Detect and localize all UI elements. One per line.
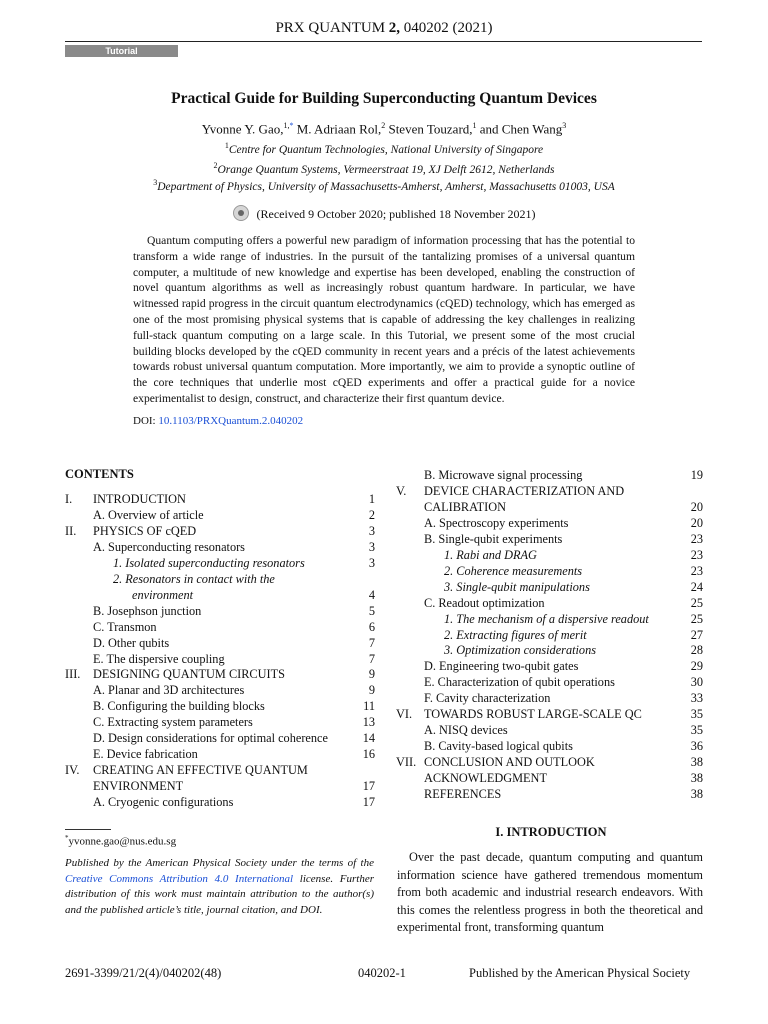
license-note: Published by the American Physical Society under the terms of the Creative Commons Attribution 4.0 International license. Further distribution of this work must maintain attribution to the author(s) and the published article’s title, journal citation, and DOI. [65,857,374,916]
toc-page-number: 30 [690,675,703,690]
author-affil-mark: 1,* [283,121,294,130]
toc-page-number: 13 [362,715,375,730]
check-for-updates-icon[interactable] [233,205,249,221]
toc-section-number: V. [396,483,407,498]
journal-volume: 2, [388,20,401,36]
toc-entry-label: C. Transmon [93,619,157,634]
doi-line [133,415,303,427]
toc-entry[interactable] [396,707,703,723]
toc-page-number: 20 [690,515,703,530]
toc-entry[interactable] [396,484,703,500]
toc-entry-label: E. Characterization of qubit operations [424,675,615,690]
section-tag: Tutorial [65,45,178,57]
corresponding-author-link[interactable]: * [289,121,294,130]
toc-entry[interactable] [65,540,375,556]
toc-entry-label: B. Josephson junction [93,603,202,618]
toc-entry[interactable] [396,723,703,739]
toc-page-number: 17 [362,795,375,810]
toc-entry-label: ACKNOWLEDGMENT [424,771,547,786]
toc-entry[interactable] [396,596,703,612]
toc-page-number: 28 [690,643,703,658]
doi-link[interactable]: 10.1103/PRXQuantum.2.040202 [158,415,304,427]
toc-entry-label: A. Cryogenic configurations [93,795,234,810]
footnote-rule [65,829,111,830]
toc-entry-label: CALIBRATION [424,499,506,514]
toc-page-number: 9 [368,667,375,682]
toc-entry[interactable] [396,659,703,675]
journal-name: PRX QUANTUM [275,20,386,36]
affiliation: $^1$Centre for Quantum Technologies, National University of Singapore [224,141,544,156]
toc-entry-label: C. Extracting system parameters [93,715,253,730]
toc-entry[interactable] [65,699,375,715]
toc-entry-label: REFERENCES [424,787,502,801]
toc-section-number: IV. [65,763,80,778]
toc-section-number: III. [65,667,81,682]
toc-entry-label: E. The dispersive coupling [93,651,225,666]
toc-page-number: 17 [362,779,375,794]
toc-entry[interactable] [396,548,703,564]
toc-entry-label: 3. Single-qubit manipulations [444,579,590,594]
author-name: and Chen Wang [479,121,563,137]
toc-entry-label: 1. The mechanism of a dispersive readout [444,611,649,626]
toc-entry-label: D. Engineering two-qubit gates [424,659,579,674]
toc-entry-label: DESIGNING QUANTUM CIRCUITS [93,667,285,682]
toc-entry[interactable] [396,739,703,755]
affiliation: $^2$Orange Quantum Systems, Vermeerstraat 19, XJ Delft 2612, Netherlands [213,161,555,176]
toc-page-number: 29 [690,659,703,674]
toc-page-number: 23 [690,547,703,562]
journal-article-info: 040202 (2021) [403,20,493,36]
corresponding-footnote: *yvonne.gao@nus.edu.sg [65,834,177,848]
affiliation: $^3$Department of Physics, University of Massachusetts-Amherst, Amherst, Massachusetts 01003, USA [153,178,615,193]
toc-page-number: 16 [362,747,375,762]
footer-publisher: Published by the American Physical Society [469,966,691,980]
toc-entry[interactable] [65,747,375,763]
toc-page-number: 4 [368,587,375,602]
license-link[interactable]: Creative Commons Attribution 4.0 International [65,872,294,885]
toc-entry[interactable] [65,492,375,508]
toc-entry[interactable] [65,795,375,811]
toc-page-number: 20 [690,499,703,514]
toc-entry[interactable] [65,508,375,524]
toc-entry[interactable] [65,779,375,795]
toc-page-number: 7 [368,651,375,666]
toc-page-number: 6 [368,619,375,634]
toc-section-number: II. [65,523,77,538]
article-title: Practical Guide for Building Superconducting Quantum Devices [171,90,597,107]
toc-entry[interactable] [396,564,703,580]
toc-entry[interactable] [396,468,703,484]
toc-entry[interactable] [65,572,375,588]
toc-page-number: 38 [690,755,703,770]
toc-entry[interactable] [396,516,703,532]
author-affil-mark: 2 [381,121,386,130]
toc-entry[interactable] [65,731,375,747]
toc-page-number: 19 [690,468,703,482]
toc-page-number: 3 [368,523,375,538]
toc-entry-label: 1. Rabi and DRAG [444,547,537,562]
toc-entry[interactable] [396,787,703,803]
toc-entry[interactable] [396,643,703,659]
toc-entry-label: 2. Extracting figures of merit [444,627,587,642]
toc-page-number: 11 [363,699,375,714]
toc-entry[interactable] [396,532,703,548]
footer-issn: 2691-3399/21/2(4)/040202(48) [65,966,222,980]
toc-entry-label: TOWARDS ROBUST LARGE-SCALE QC [424,707,642,722]
abstract: Quantum computing offers a powerful new paradigm of information processing that has the potential to transform a wide range of industries. In the pursuit of the tantalizing promises of a universal quantum computer, a multitude of new knowledge and expertise has been developed, enabling the construction of novel quantum algorithms as well as increasingly robust quantum hardware. In particular, we have witnessed rapid progress in the circuit quantum electrodynamics (cQED) technology, which has emerged as one of the most promising physical systems that is capable of addressing the key challenges in realizing full-stack quantum computing on a large scale. In this Tutorial, we present some of the most crucial building blocks developed by the cQED community in recent years and a précis of the latest achievements towards robust universal quantum computation. More importantly, we aim to provide a synoptic outline of the core techniques that underlie most cQED experiments and offer a practical guide for a novice experimentalist to design, construct, and characterize their first quantum device. [133,234,635,405]
toc-entry-label: A. NISQ devices [424,723,508,738]
toc-entry[interactable] [396,628,703,644]
toc-entry-label: 3. Optimization considerations [444,643,597,658]
toc-entry-label: B. Microwave signal processing [424,468,583,482]
toc-entry[interactable] [65,667,375,683]
toc-entry[interactable] [396,771,703,787]
introduction-text: Over the past decade, quantum computing and quantum information science have gathered tremendous momentum from both academic and industrial research endeavors. With this comes the relentless progress in both the theoretical and experimental front, transforming quantum [397,850,703,934]
toc-entry-label: C. Readout optimization [424,595,545,610]
toc-page-number: 5 [368,603,375,618]
toc-entry-label: PHYSICS OF cQED [93,523,197,538]
toc-page-number: 33 [690,691,703,706]
toc-page-number: 23 [690,563,703,578]
toc-page-number: 14 [362,731,375,746]
toc-page-number: 1 [368,492,375,506]
toc-entry[interactable] [65,556,375,572]
toc-entry[interactable] [396,755,703,771]
toc-page-number: 9 [368,683,375,698]
toc-page-number: 36 [690,739,703,754]
toc-entry-label: A. Superconducting resonators [93,539,245,554]
toc-entry-label: CONCLUSION AND OUTLOOK [424,755,595,770]
toc-entry[interactable] [396,691,703,707]
toc-page-number: 38 [690,787,703,801]
toc-entry-label: CREATING AN EFFECTIVE QUANTUM [93,763,308,778]
toc-entry[interactable] [65,524,375,540]
toc-entry[interactable] [396,580,703,596]
toc-entry-label: A. Planar and 3D architectures [93,683,245,698]
toc-section-number: VII. [396,755,417,770]
toc-entry-label: D. Design considerations for optimal coherence [93,731,328,746]
toc-entry[interactable] [65,636,375,652]
toc-entry[interactable] [396,612,703,628]
toc-page-number: 27 [690,627,703,642]
toc-entry-label: A. Overview of article [93,507,204,522]
toc-page-number: 25 [690,595,703,610]
toc-page-number: 35 [690,723,703,738]
toc-page-number: 2 [368,507,375,522]
toc-entry-label: 2. Resonators in contact with the [113,571,275,586]
toc-section-number: I. [65,492,73,506]
author-name: Yvonne Y. Gao, [201,121,284,137]
toc-page-number: 7 [368,635,375,650]
journal-header [0,20,768,37]
toc-entry[interactable] [65,683,375,699]
footer-page-id: 040202-1 [358,966,406,980]
toc-entry-label: B. Configuring the building blocks [93,699,265,714]
toc-entry[interactable] [65,652,375,668]
toc-entry-label: 1. Isolated superconducting resonators [113,555,305,570]
author-list [0,121,768,137]
toc-entry-label: DEVICE CHARACTERIZATION AND [424,483,625,498]
toc-entry-label: ENVIRONMENT [93,779,184,794]
author-name: Steven Touzard, [388,121,473,137]
toc-entry-label: A. Spectroscopy experiments [424,515,569,530]
contents-heading: CONTENTS [65,467,134,481]
toc-page-number: 3 [368,539,375,554]
toc-section-number: VI. [396,707,413,722]
toc-page-number: 23 [690,531,703,546]
toc-entry[interactable] [65,715,375,731]
received-dates [0,205,768,222]
toc-entry-label: B. Single-qubit experiments [424,531,563,546]
toc-entry-label: F. Cavity characterization [424,691,551,706]
header-rule [65,41,702,42]
toc-entry-label: D. Other qubits [93,635,170,650]
toc-entry[interactable] [65,588,375,604]
toc-page-number: 24 [690,579,703,594]
toc-page-number: 25 [690,611,703,626]
toc-page-number: 3 [368,555,375,570]
toc-entry[interactable] [65,620,375,636]
toc-entry[interactable] [65,604,375,620]
toc-entry[interactable] [396,675,703,691]
introduction-heading: I. INTRODUCTION [495,825,607,839]
toc-entry-label: INTRODUCTION [93,492,186,506]
author-email[interactable]: yvonne.gao@nus.edu.sg [68,835,177,848]
author-affil-mark: 1 [472,121,477,130]
toc-entry-label: B. Cavity-based logical qubits [424,739,573,754]
toc-entry-label: E. Device fabrication [93,747,198,762]
toc-entry[interactable] [396,500,703,516]
toc-entry[interactable] [65,763,375,779]
author-name: M. Adriaan Rol, [296,121,382,137]
received-text: (Received 9 October 2020; published 18 November 2021) [256,207,536,221]
author-affil-mark: 3 [562,121,567,130]
toc-entry-label: environment [132,587,194,602]
toc-entry-label: 2. Coherence measurements [444,563,583,578]
doi-label: DOI: [133,415,156,427]
toc-page-number: 35 [690,707,703,722]
toc-page-number: 38 [690,771,703,786]
